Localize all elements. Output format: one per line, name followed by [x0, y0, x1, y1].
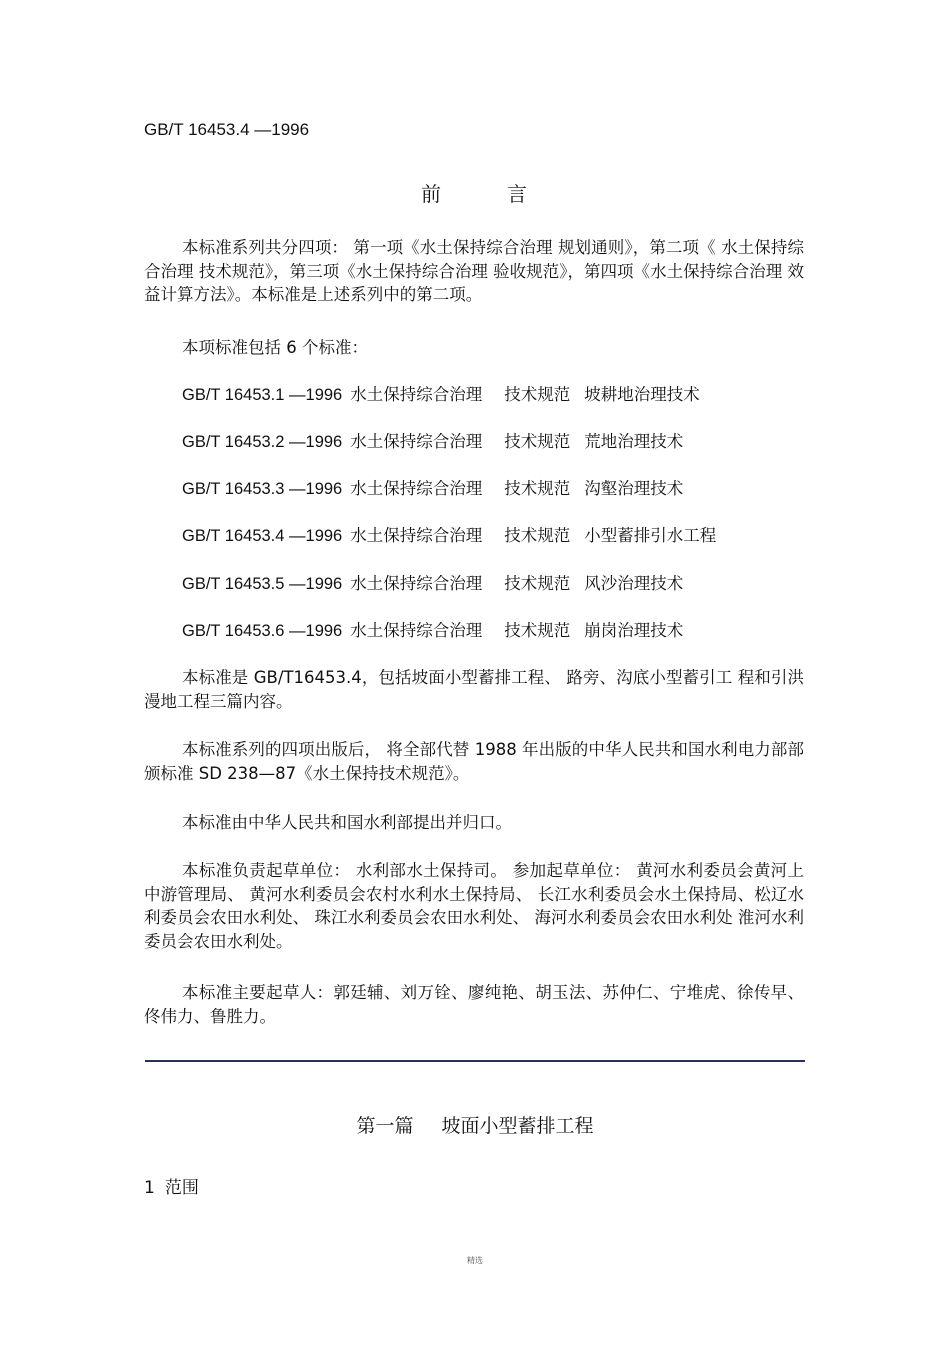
foreword-paragraph-1: 本标准系列共分四项： 第一项《水土保持综合治理 规划通则》，第二项《 水土保持综合治理 技术规范》，第三项《水土保持综合治理 验收规范》，第四项《水土保持综合治理 效益计算方法》。本标准是上述系列中的第二项。	[144, 238, 804, 304]
section-divider	[145, 1060, 805, 1062]
standard-code: GB/T 16453.2 —1996	[182, 433, 343, 451]
standard-list-item	[182, 619, 683, 643]
standard-spec: 技术规范	[504, 526, 571, 545]
standard-series: 水土保持综合治理	[350, 621, 483, 640]
standard-topic: 坡耕地治理技术	[584, 385, 700, 404]
standard-list-item	[182, 524, 716, 548]
standard-id: GB/T 16453.4 —1996	[144, 120, 310, 139]
standard-spec: 技术规范	[504, 432, 571, 451]
foreword-paragraph-3: 本标准是 GB/T16453.4，包括坡面小型蓄排工程、 路旁、沟底小型蓄引工 程和引洪漫地工程三篇内容。	[144, 668, 804, 711]
standard-code: GB/T 16453.1 —1996	[182, 386, 343, 404]
standard-code: GB/T 16453.4 —1996	[182, 527, 343, 545]
standard-code: GB/T 16453.6 —1996	[182, 622, 343, 640]
standard-topic: 崩岗治理技术	[584, 621, 684, 640]
part-label: 第一篇	[356, 1115, 414, 1137]
standard-series: 水土保持综合治理	[350, 385, 483, 404]
section-number: 1	[144, 1178, 155, 1198]
standard-topic: 风沙治理技术	[584, 574, 684, 593]
part-title	[0, 1111, 950, 1138]
standard-spec: 技术规范	[504, 385, 571, 404]
standard-topic: 小型蓄排引水工程	[584, 526, 717, 545]
page-footer: 精选	[467, 1256, 483, 1265]
standard-spec: 技术规范	[504, 479, 571, 498]
foreword-title	[0, 178, 950, 207]
standard-topic: 荒地治理技术	[584, 432, 684, 451]
foreword-paragraph-2: 本项标准包括 6 个标准：	[182, 338, 368, 357]
standard-spec: 技术规范	[504, 574, 571, 593]
part-name: 坡面小型蓄排工程	[441, 1115, 594, 1137]
standard-list-item	[182, 430, 683, 454]
foreword-paragraph-6: 本标准负责起草单位： 水利部水土保持司。 参加起草单位： 黄河水利委员会黄河上中游管理局、 黄河水利委员会农村水利水土保持局、 长江水利委员会水土保持局、松辽水利委员会农田水利处、 珠江水利委员会农田水利处、 海河水利委员会农田水利处 淮河水利委员会农田水利处。	[144, 861, 804, 951]
standard-spec: 技术规范	[504, 621, 571, 640]
foreword-title-left: 前	[421, 182, 443, 206]
standard-series: 水土保持综合治理	[350, 479, 483, 498]
foreword-paragraph-4: 本标准系列的四项出版后， 将全部代替 1988 年出版的中华人民共和国水利电力部部颁标准 SD 238—87《水土保持技术规范》。	[144, 740, 804, 783]
standard-series: 水土保持综合治理	[350, 526, 483, 545]
foreword-paragraph-7: 本标准主要起草人：郭廷辅、刘万铨、廖纯艳、胡玉法、苏仲仁、宁堆虎、徐传早、佟伟力、鲁胜力。	[144, 983, 804, 1026]
section-heading	[144, 1173, 199, 1198]
standard-topic: 沟壑治理技术	[584, 479, 684, 498]
standard-code: GB/T 16453.5 —1996	[182, 575, 343, 593]
standard-series: 水土保持综合治理	[350, 432, 483, 451]
standard-series: 水土保持综合治理	[350, 574, 483, 593]
foreword-paragraph-5: 本标准由中华人民共和国水利部提出并归口。	[182, 813, 512, 832]
standard-code: GB/T 16453.3 —1996	[182, 480, 343, 498]
foreword-title-right: 言	[507, 182, 529, 206]
standard-list-item	[182, 477, 683, 501]
standard-list-item	[182, 572, 683, 596]
standard-list-item	[182, 383, 700, 407]
section-title: 范围	[164, 1178, 199, 1198]
